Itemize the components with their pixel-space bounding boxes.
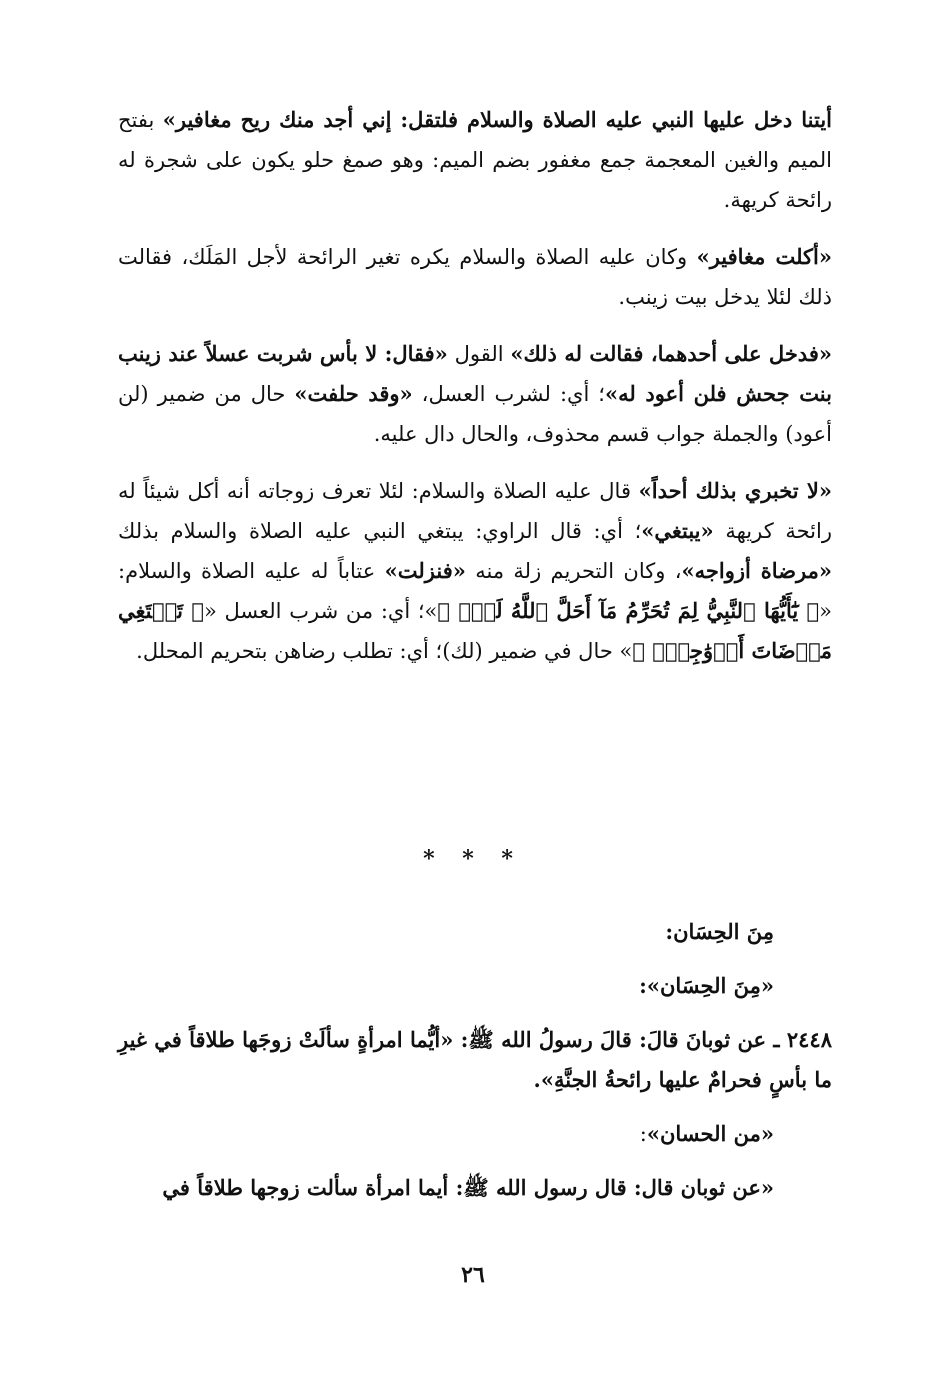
bold-text-segment: «أكلت مغافير» <box>696 244 832 269</box>
bold-text-segment: «فقال: لا بأس شربت عسلاً عند زينب بنت جحش فلن أعود له» <box>118 341 832 406</box>
text-segment: وكان عليه الصلاة والسلام يكره تغير الرائحة لأجل المَلَك، فقالت ذلك لئلا يدخل بيت زينب. <box>118 245 832 309</box>
page-number: ٢٦ <box>461 1262 485 1288</box>
text-segment: ، وكان التحريم زلة منه <box>465 559 682 583</box>
commentary-line <box>118 1168 832 1208</box>
paragraph <box>118 334 832 454</box>
hadith-text <box>118 1020 832 1100</box>
bold-text-segment: مِنَ الحِسَان: <box>665 919 774 944</box>
bold-text-segment: «فنزلت» <box>384 558 466 583</box>
text-segment: : <box>639 1122 647 1146</box>
paragraph <box>118 237 832 317</box>
bold-text-segment: ﴿ تَبۡتَغِي مَرۡضَاتَ أَزۡوَٰجِكَۚ ﴾ <box>118 598 832 663</box>
text-segment: قال عليه الصلاة والسلام: لئلا تعرف زوجاته أنه أكل شيئاً له رائحة كريهة <box>118 479 832 543</box>
text-segment: القول <box>447 342 511 366</box>
section-separator: * * * <box>423 846 523 872</box>
section-heading <box>118 912 832 952</box>
bold-text-segment: «وقد حلفت» <box>294 381 413 406</box>
bold-text-segment: أيتنا دخل عليها النبي عليه الصلاة والسلام فلتقل: إني أجد منك ريح مغافير» <box>162 107 832 132</box>
bold-text-segment: «يبتغي» <box>641 518 714 543</box>
hadith-section <box>118 912 832 1222</box>
text-segment: » حال في ضمير (لك)؛ أي: تطلب رضاهن بتحريم المحلل. <box>136 639 633 663</box>
bold-text-segment: «من الحسان» <box>646 1121 774 1146</box>
paragraph <box>118 100 832 220</box>
text-segment: حال من ضمير (لن أعود) والجملة جواب قسم محذوف، والحال دال عليه. <box>118 382 832 446</box>
bold-text-segment: «لا تخبري بذلك أحداً» <box>638 478 832 503</box>
text-segment: بفتح الميم والغين المعجمة جمع مغفور بضم الميم: وهو صمغ حلو يكون على شجرة له رائحة كريهة. <box>118 108 832 212</box>
text-segment: عتاباً له عليه الصلاة والسلام: « <box>118 559 832 623</box>
text-segment: ؛ أي: لشرب العسل، <box>412 382 605 406</box>
bold-text-segment: ﴿ يَٰٓأَيُّهَا ٱلنَّبِيُّ لِمَ تُحَرِّمُ مَآ أَحَلَّ ٱللَّهُ لَكَۖ ﴾ <box>437 598 820 623</box>
bold-text-segment: «مِنَ الحِسَان»: <box>639 973 774 998</box>
commentary-heading <box>118 1114 832 1154</box>
bold-text-segment: «فدخل على أحدهما، فقالت له ذلك» <box>510 341 832 366</box>
commentary-text-block <box>118 100 832 688</box>
bold-text-segment: «عن ثوبان قال: قال رسول الله ﷺ: أيما امرأة سألت زوجها طلاقاً في <box>162 1175 774 1200</box>
text-segment: »؛ أي: من شرب العسل « <box>203 599 438 623</box>
text-segment: ؛ أي: قال الراوي: يبتغي النبي عليه الصلاة والسلام بذلك <box>118 519 642 543</box>
bold-text-segment: «مرضاة أزواجه» <box>681 558 833 583</box>
bold-text-segment: ٢٤٤٨ ـ عن ثوبانَ قالَ: قالَ رسولُ الله ﷺ: «أيُّما امرأةٍ سألَتْ زوجَها طلاقاً في غيرِ ما بأسٍ فحرامٌ عليها رائحةُ الجنَّةِ». <box>118 1027 832 1092</box>
paragraph <box>118 471 832 671</box>
section-subheading <box>118 966 832 1006</box>
